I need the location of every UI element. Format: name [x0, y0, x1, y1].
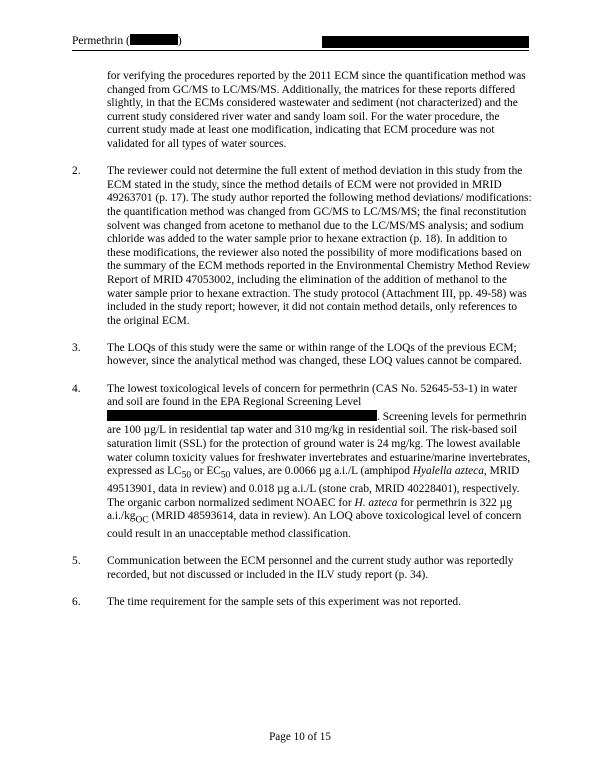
- item-text: [107, 383, 532, 542]
- item-number: 2.: [72, 165, 81, 178]
- item-number: 4.: [72, 382, 81, 395]
- item-text: The LOQs of this study were the same or within range of the LOQs of the previous ECM; however, since the analytical method was changed, these LOQ values cannot be compared.: [107, 341, 522, 368]
- item-number: 3.: [72, 341, 81, 354]
- redaction-box: [107, 410, 377, 421]
- header-title-prefix: Permethrin (: [72, 35, 130, 47]
- page-number: Page 10 of 15: [269, 731, 331, 743]
- list-item: [72, 342, 532, 369]
- document-body: [72, 70, 532, 610]
- item-number: 6.: [72, 596, 81, 609]
- text-run: The lowest toxicological levels of concern for permethrin (CAS No. 52645-53-1) in water and soil are found in the EPA Regional Screening Level: [107, 382, 518, 409]
- continued-paragraph: for verifying the procedures reported by the 2011 ECM since the quantification method was changed from GC/MS to LC/MS/MS. Additionally, the matrices for these reports differed slightly, in that the ECMs considered wastewater and sediment (not characterized) and the current study considered river water and sandy loam soil. For the water procedure, the current study made at least one modification, indicating that ECM procedure was not validated for all types of water sources.: [107, 70, 526, 150]
- text-run: . Screening levels for permethrin are 100 µg/L in residential tap water and 310 mg/kg in residential soil. The risk-based soil saturation limit (SSL) for the protection of ground water is 24 mg/kg. The lowest available water column toxicity values for freshwater invertebrates and estuarine/marine invertebrates, expressed as LC: [107, 410, 531, 478]
- item-text: Communication between the ECM personnel and the current study author was reportedly recorded, but not discussed or included in the ILV study report (p. 34).: [107, 555, 514, 581]
- item-number: 5.: [72, 555, 81, 568]
- subscript: 50: [181, 470, 192, 481]
- list-item: [72, 596, 532, 610]
- text-run: (MRID 48593614, data in review). An LOQ above toxicological level of concern could result in an unacceptable method classification.: [107, 510, 522, 541]
- text-run: or EC: [191, 465, 221, 478]
- item-text: The reviewer could not determine the full extent of method deviation in this study from the ECM stated in the study, since the method details of ECM were not provided in MRID 49263701 (p. 17). The study author reported the following method deviations/ modifications: the quantification method was changed from GC/MS to LC/MS/MS; the final reconstitution solvent was changed from acetone to methanol due to the LC/MS/MS analysis; and sodium chloride was added to the water sample prior to hexane extraction (p. 18). In addition to these modifications, the reviewer also noted the possibility of more modifications based on the summary of the ECM methods reported in the Environmental Chemistry Method Review Report of MRID 47053002, including the elimination of the addition of methanol to the water sample prior to hexane extraction. The study protocol (Attachment III, pp. 49-58) was included in the study report; however, it did not contain method details, only references to the original ECM.: [107, 165, 532, 327]
- redaction-box: [130, 34, 178, 45]
- item-text: The time requirement for the sample sets of this experiment was not reported.: [107, 596, 461, 609]
- page-footer: [0, 731, 600, 743]
- redaction-box: [322, 36, 529, 48]
- header-title-suffix: ): [177, 35, 182, 47]
- page-header: [72, 34, 529, 51]
- subscript: OC: [135, 515, 149, 526]
- text-run: values, are 0.0066 µg a.i./L (amphipod: [230, 465, 413, 478]
- species-name: Hyalella azteca: [412, 465, 484, 478]
- list-item: [72, 165, 532, 328]
- list-item: [72, 383, 532, 542]
- species-name: H. azteca: [354, 496, 398, 509]
- subscript: 50: [220, 470, 231, 481]
- text-run: , MRID 49513901, data in review) and 0.018 µg a.i./L (stone crab, MRID 40228401), respectively. The organic carbon normalized sediment NOAEC for: [107, 465, 520, 509]
- text-run: for permethrin is 322 µg a.i./kg: [107, 496, 512, 523]
- list-item: [72, 555, 532, 582]
